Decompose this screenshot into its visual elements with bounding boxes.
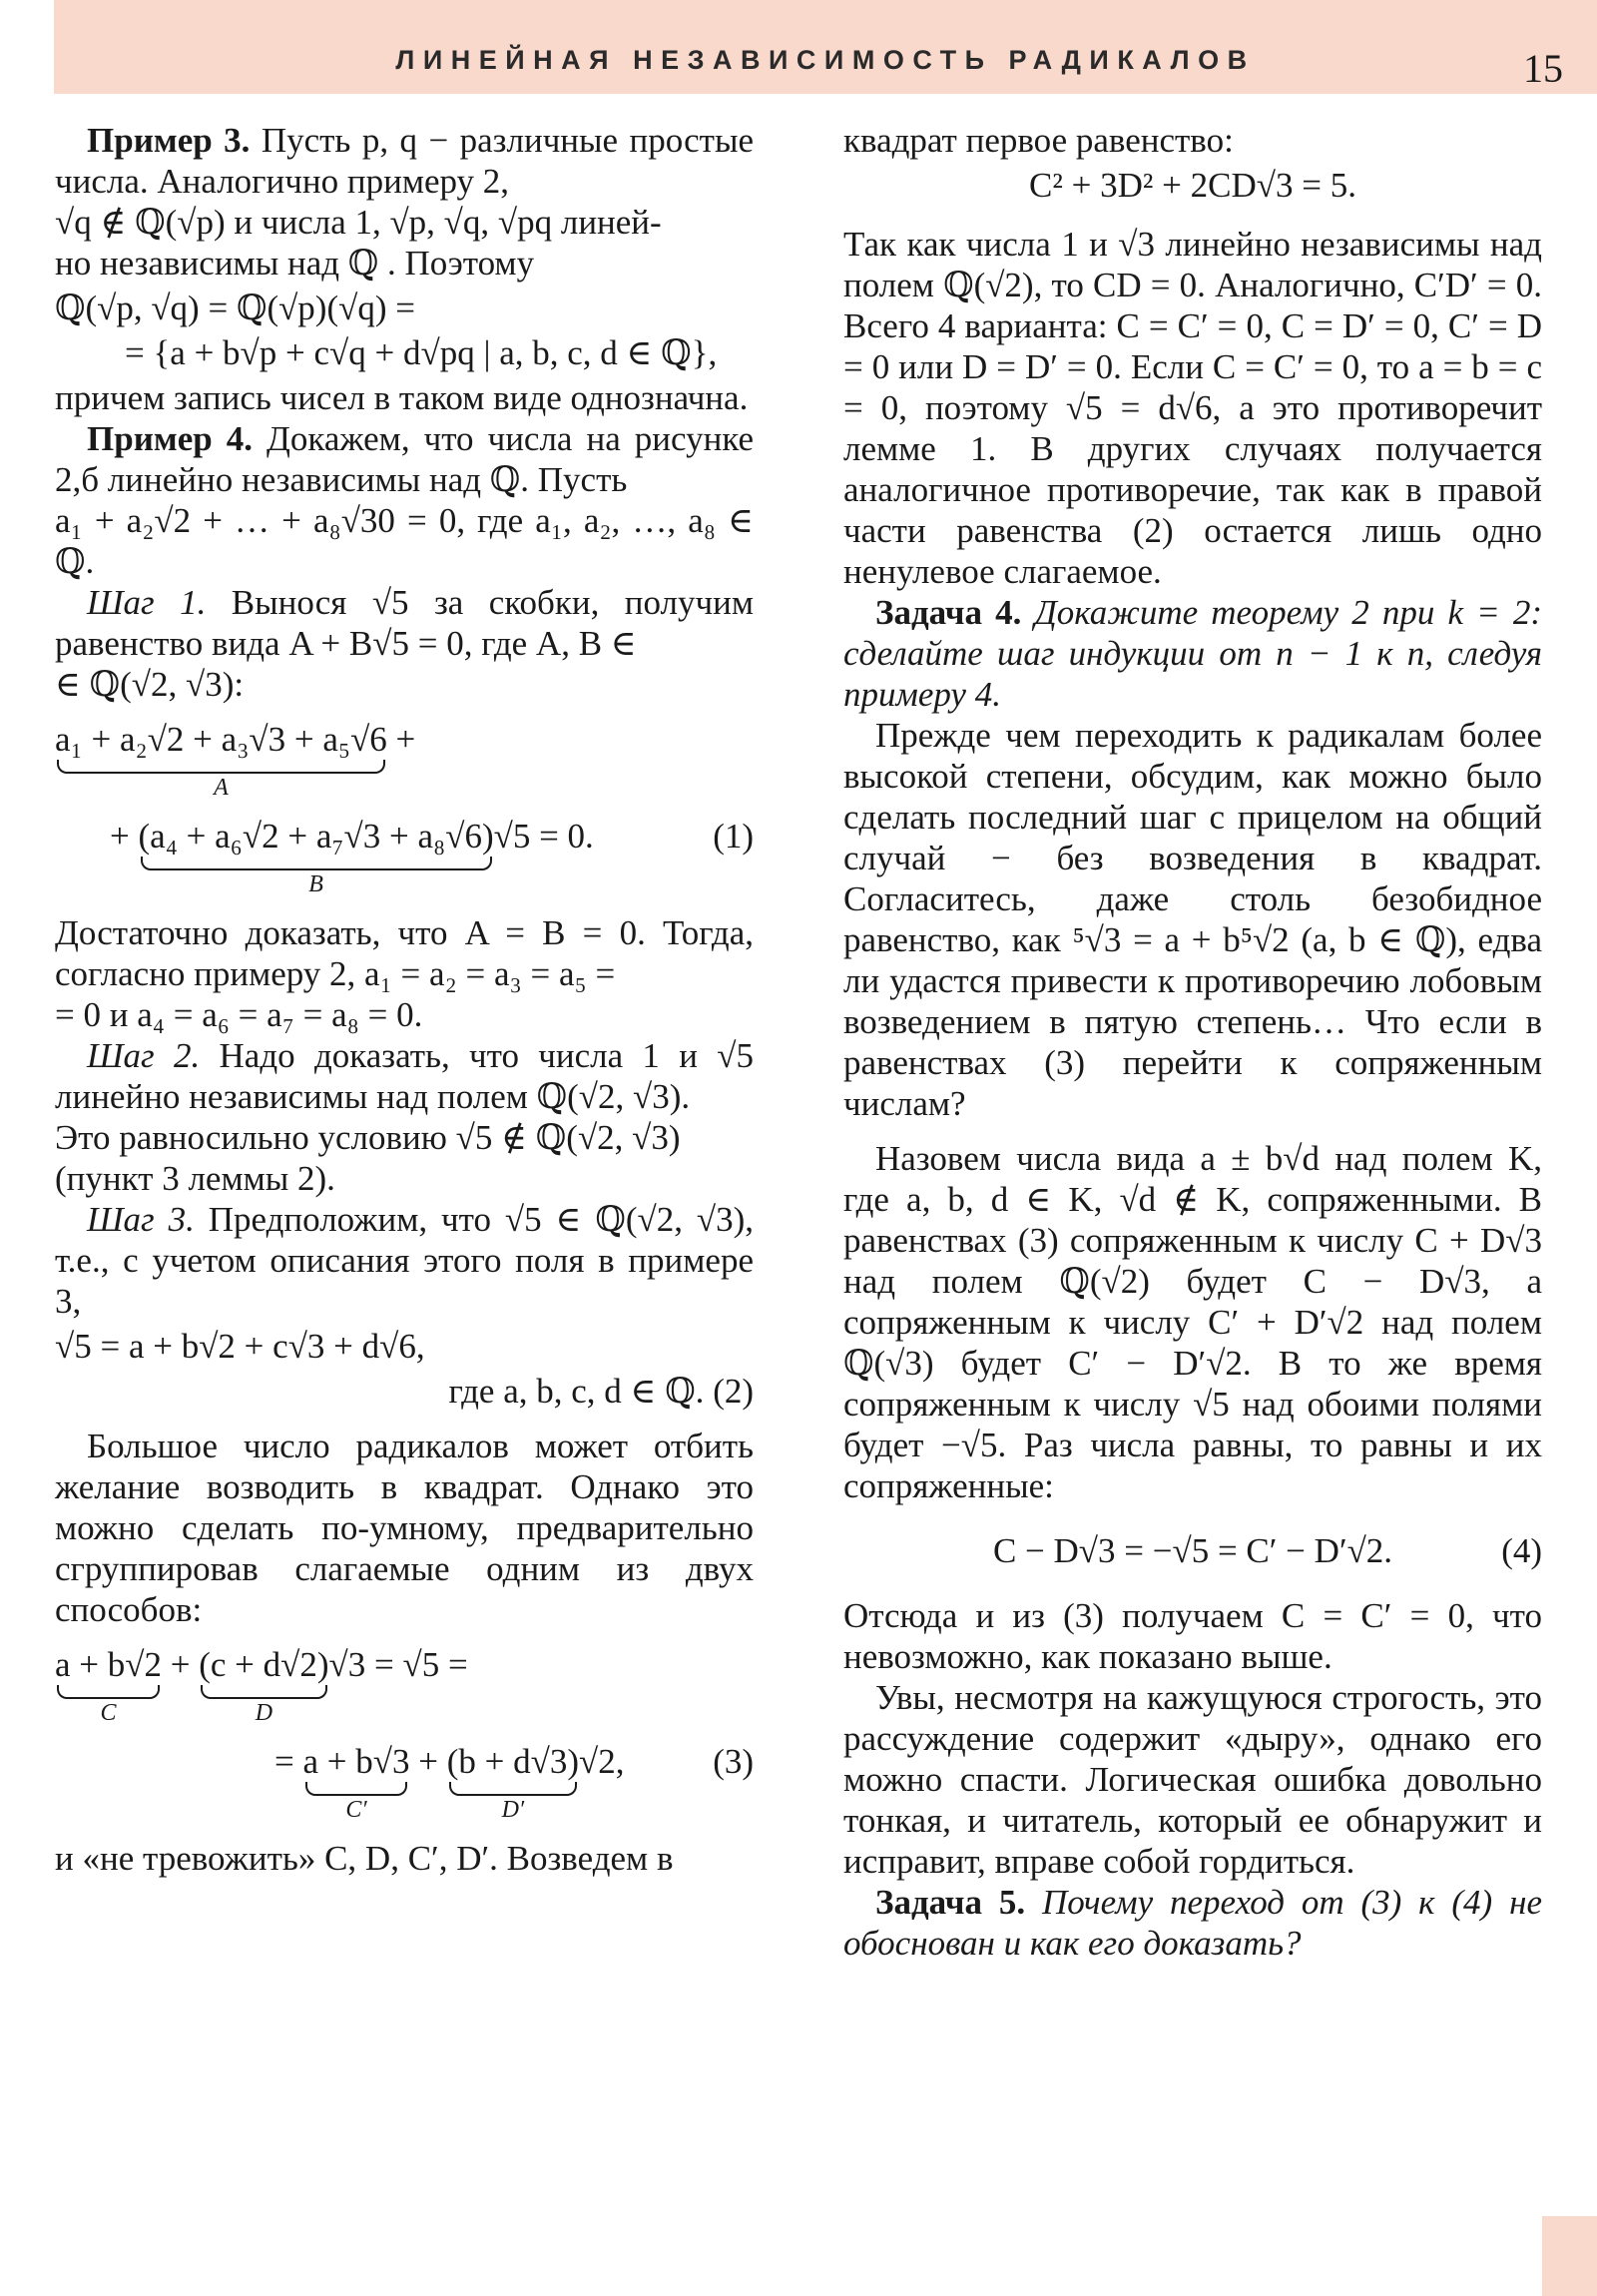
equation-3-plus-2: + [409,1742,447,1781]
underbrace-C-brace [57,1685,160,1699]
underbrace-A-label: A [214,775,229,801]
equation-4-line [843,1530,1542,1571]
sufficient-tail: = 0 и a₄ = a₆ = a₇ = a₈ = 0. [55,995,423,1034]
right-column [843,120,1542,1964]
underbrace-B [139,816,494,898]
left-last-line: и «не тревожить» C, D, C′, D′. Возведем в [55,1839,674,1878]
square-formula: C² + 3D² + 2CD√3 = 5. [1029,166,1356,205]
step-3-paragraph [55,1199,754,1322]
example-3-formula-1: ℚ(√p, √q) = ℚ(√p)(√q) = [55,288,415,327]
example-3-paragraph [55,120,754,202]
task-5-label: Задача 5. [875,1883,1026,1922]
example-3-text: Пусть p, q − различные простые числа. Аналогично примеру 2, [55,121,754,201]
equation-2-line-1: √5 = a + b√2 + c√3 + d√6, [55,1327,425,1366]
equation-3-number: (3) [713,1742,754,1781]
equation-3-line-b [55,1741,754,1824]
equation-3-line-a [55,1644,754,1727]
equation-3-tail: √2, [579,1742,625,1781]
hence-paragraph: Отсюда и из (3) получаем C = C′ = 0, что невозможно, как показано выше. [843,1596,1542,1676]
example-4-label: Пример 4. [87,419,253,458]
left-column [55,120,754,1879]
step-1-paragraph [55,582,754,664]
alas-paragraph: Увы, несмотря на кажущуюся строгость, это рассуждение содержит «дыру», однако его можно спасти. Логическая ошибка довольно тонкая, и читатель, который ее обнаружит и исправит, вправе собой гордиться. [843,1678,1542,1881]
example-3-line-end: но независимы над ℚ . Поэтому [55,244,535,283]
step-1-label: Шаг 1. [87,583,207,622]
underbrace-C-prime-label: C′ [345,1797,367,1823]
example-4-formula: a₁ + a₂√2 + … + a₈√30 = 0, где a₁, a₂, …, a₈ ∈ ℚ. [55,501,754,581]
sufficient-paragraph: Достаточно доказать, что A = B = 0. Тогда, согласно примеру 2, a₁ = a₂ = a₃ = a₅ = [55,913,754,993]
equation-1-plus: + [386,720,416,759]
underbrace-D-label: D [255,1700,273,1726]
conjugate-paragraph: Назовем числа вида a ± b√d над полем K, где a, b, d ∈ K, √d ∉ K, сопряженными. В равенствах (3) сопряженным к числу C + D√3 над полем ℚ(√2) будет C − D√3, а сопряженным к числу C′ + D′√2 над полем ℚ(√3) будет C′ − D′√2. В то же время сопряженным к числу √5 над обоими полями будет −√5. Раз числа равны, то равны и их сопряженные: [843,1139,1542,1505]
equation-3-mid: √3 = √5 = [328,1645,468,1684]
example-3-tail: причем запись чисел в таком виде однозначна. [55,378,749,417]
since-paragraph: Так как числа 1 и √3 линейно независимы над полем ℚ(√2), то CD = 0. Аналогично, C′D′ = 0. Всего 4 варианта: C = C′ = 0, C = D′ = 0, C′ = D = 0 или D = D′ = 0. Если C = C′ = 0, то a = b = c = 0, поэтому √5 = d√6, а это противоречит лемме 1. В других случаях получается аналогичное противоречие, так как в правой части равенства (2) остается лишь одно ненулевое слагаемое. [843,225,1542,591]
underbrace-A [55,719,387,802]
before-paragraph: Прежде чем переходить к радикалам более высокой степени, обсудим, как можно было сделать последний шаг с прицелом на общий случай − без возведения в квадрат. Согласитесь, даже столь безобидное равенство, как ⁵√3 = a + b⁵√2 (a, b ∈ ℚ), едва ли удастся привести к противоречию лобовым возведением в пятую степень… Что если в равенствах (3) перейти к сопряженным числам? [843,716,1542,1123]
step-2-text: Надо доказать, что числа 1 и √5 линейно независимы над полем ℚ(√2, √3). [55,1036,754,1116]
step-2-tail: (пункт 3 леммы 2). [55,1159,335,1198]
step-3-label: Шаг 3. [87,1200,195,1239]
underbrace-A-brace [57,760,385,774]
step-1-tail: ∈ ℚ(√2, √3): [55,665,245,704]
equation-3-equals: = [274,1742,303,1781]
underbrace-B-brace [141,857,492,870]
equation-4-formula: C − D√3 = −√5 = C′ − D′√2. [992,1531,1393,1570]
underbrace-D [199,1644,328,1727]
underbrace-B-label: B [308,871,323,897]
equation-2-condition: где a, b, c, d ∈ ℚ. [448,1372,705,1411]
equation-1-line-b [55,816,754,898]
underbrace-C-prime-expr: a + b√3 [302,1742,410,1781]
underbrace-D-prime [447,1741,579,1824]
equation-4-number: (4) [1501,1531,1542,1570]
task-5-text: Почему переход от (3) к (4) не обоснован и как его доказать? [843,1883,1542,1963]
step-2-paragraph [55,1035,754,1117]
page-number: 15 [1523,46,1563,91]
equation-2-line-2 [55,1371,754,1412]
underbrace-B-expr: (a₄ + a₆√2 + a₇√3 + a₈√6) [138,817,494,856]
underbrace-C [55,1644,162,1727]
running-title: ЛИНЕЙНАЯ НЕЗАВИСИМОСТЬ РАДИКАЛОВ [395,45,1256,75]
underbrace-D-prime-brace [449,1782,577,1796]
underbrace-D-brace [201,1685,326,1699]
step-1-text: Вынося √5 за скобки, получим равенство вида A + B√5 = 0, где A, B ∈ [55,583,754,663]
equation-1-number: (1) [713,817,754,856]
example-4-text: Докажем, что числа на рисунке 2,б линейно независимы над ℚ. Пусть [55,419,755,499]
equation-1-plus-b: + [110,817,139,856]
right-continuation: квадрат первое равенство: [843,121,1234,160]
underbrace-D-expr: (c + d√2) [199,1645,329,1684]
underbrace-C-label: C [100,1700,117,1726]
step-2-label: Шаг 2. [87,1036,201,1075]
equation-3-plus: + [161,1645,200,1684]
task-4-label: Задача 4. [875,593,1022,632]
step-2-equivalent: Это равносильно условию √5 ∉ ℚ(√2, √3) [55,1118,681,1157]
underbrace-A-expr: a₁ + a₂√2 + a₃√3 + a₅√6 [55,720,387,759]
example-3-line: √q ∉ ℚ(√p) и числа 1, √p, √q, √pq линей- [55,203,662,242]
underbrace-C-expr: a + b√2 [55,1645,162,1684]
equation-2-number: (2) [713,1372,754,1411]
task-4-text: Докажите теорему 2 при k = 2: сделайте шаг индукции от n − 1 к n, следуя примеру 4. [843,593,1542,714]
corner-tab [1542,2216,1597,2296]
example-3-label: Пример 3. [87,121,251,160]
underbrace-D-prime-label: D′ [501,1797,525,1823]
example-4-paragraph [55,418,754,500]
underbrace-D-prime-expr: (b + d√3) [446,1742,579,1781]
step-3-text: Предположим, что √5 ∈ ℚ(√2, √3), т.е., с учетом описания этого поля в примере 3, [55,1200,754,1321]
example-3-formula-2: = {a + b√p + c√q + d√pq | a, b, c, d ∈ ℚ}, [125,333,718,372]
underbrace-C-prime [303,1741,410,1824]
equation-1-tail: √5 = 0. [493,817,594,856]
task-5-paragraph [843,1882,1542,1964]
header-band [54,0,1597,94]
task-4-paragraph [843,592,1542,715]
big-number-paragraph: Большое число радикалов может отбить желание возводить в квадрат. Однако это можно сделать по-умному, предварительно сгруппировав слагаемые одним из двух способов: [55,1427,754,1629]
equation-1-line-a [55,719,754,802]
underbrace-C-prime-brace [305,1782,408,1796]
